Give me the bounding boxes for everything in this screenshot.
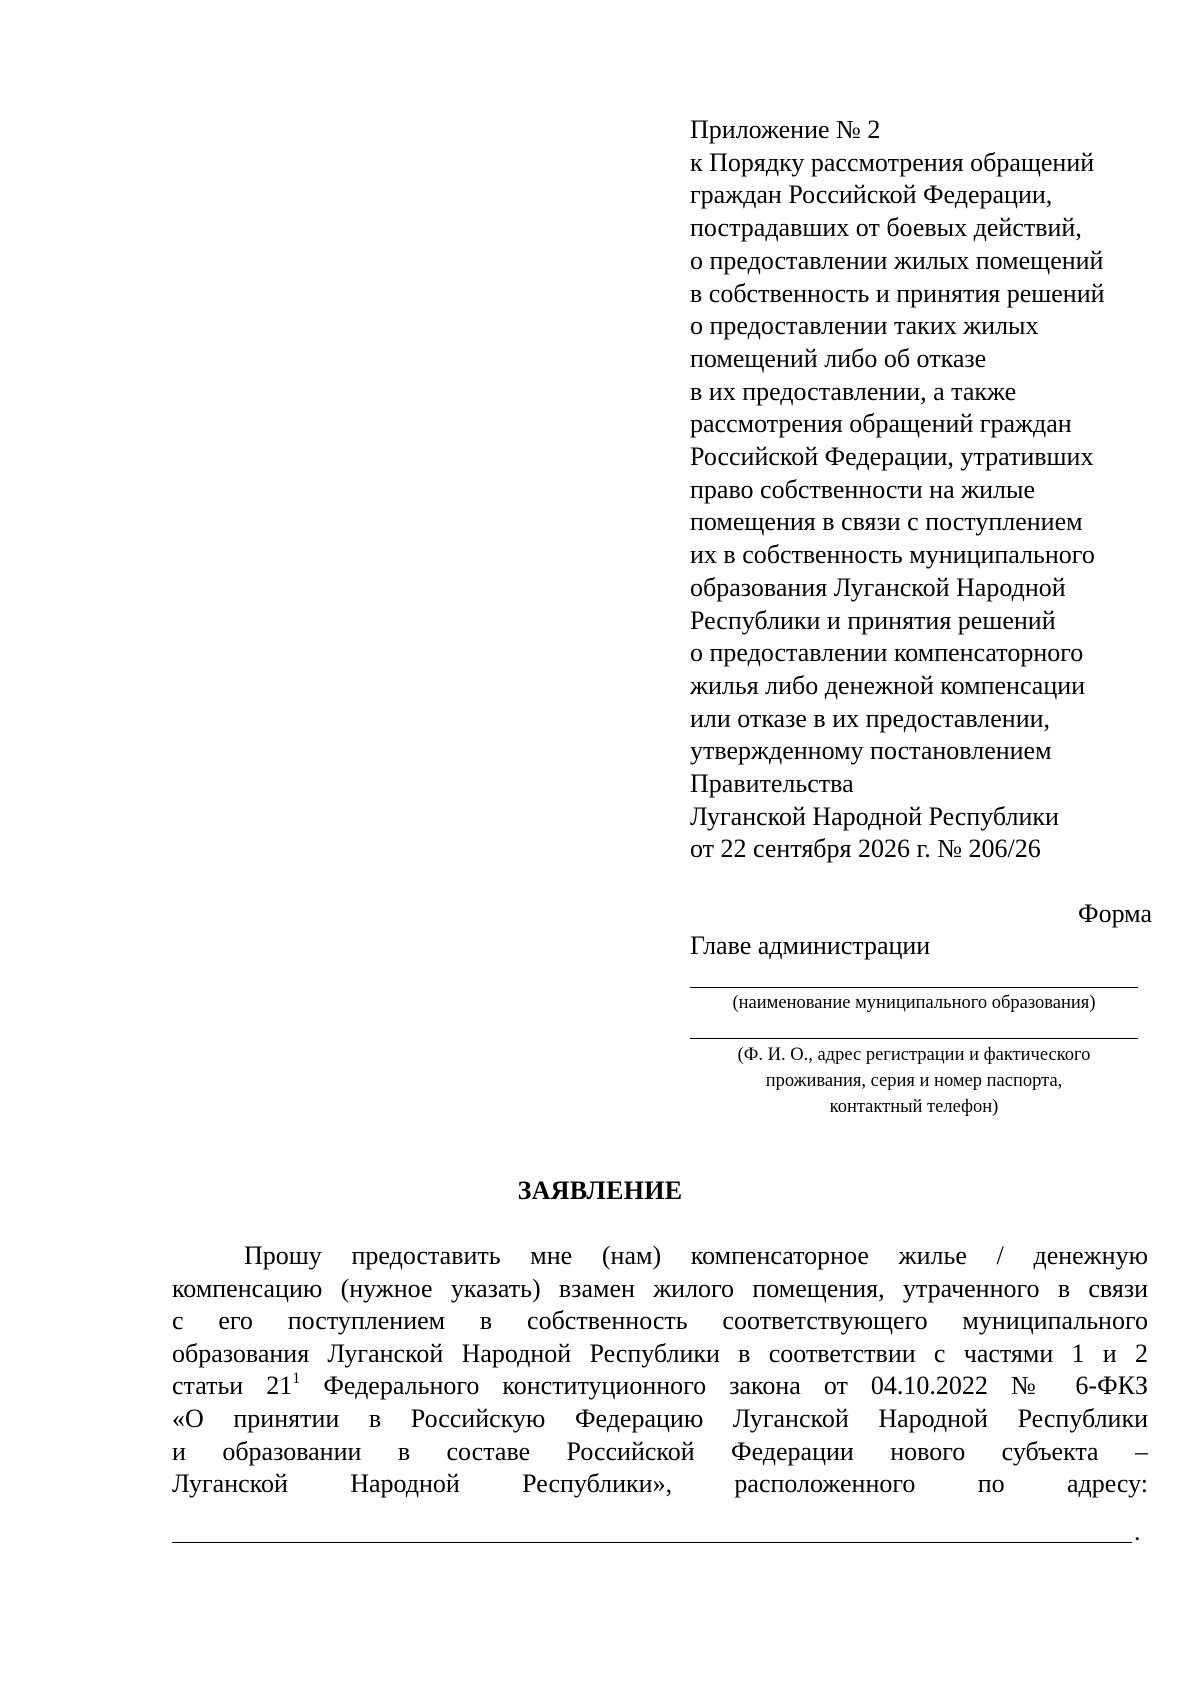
appendix-line: утвержденному постановлением (690, 736, 1052, 766)
application-body (172, 1240, 1148, 1501)
article-prefix: статьи 21 (172, 1371, 293, 1401)
appendix-header (690, 114, 1170, 866)
applicant-field-line[interactable] (690, 1038, 1138, 1039)
appendix-line: Луганской Народной Республики (690, 801, 1059, 831)
appendix-line: о предоставлении жилых помещений (690, 245, 1104, 275)
body-line: компенсацию (нужное указать) взамен жилого помещения, утраченного в связи (172, 1273, 1148, 1303)
appendix-line: граждан Российской Федерации, (690, 180, 1053, 210)
appendix-line: о предоставлении компенсаторного (690, 638, 1084, 668)
appendix-line: жилья либо денежной компенсации (690, 670, 1086, 700)
hint-text: проживания, серия и номер паспорта, (765, 1071, 1063, 1091)
addressee-line: Главе администрации (690, 931, 931, 960)
appendix-line: Правительства (690, 769, 854, 799)
hint-text: контактный телефон) (829, 1097, 999, 1117)
article-suffix: Федерального конституционного закона от 04.10.2022 № 6-ФКЗ (300, 1371, 1148, 1401)
body-line: и образовании в составе Российской Федерации нового субъекта – (172, 1436, 1148, 1466)
address-field-line[interactable] (172, 1542, 1132, 1543)
applicant-field-hint (690, 1042, 1138, 1120)
hint-text: (наименование муниципального образования) (732, 993, 1096, 1013)
body-line: с его поступлением в собственность соответствующего муниципального (172, 1306, 1148, 1336)
form-label: Форма (1078, 899, 1152, 928)
body-line: Луганской Народной Республики», расположенного по адресу: (172, 1469, 1148, 1499)
appendix-line: к Порядку рассмотрения обращений (690, 147, 1095, 177)
article-superscript: 1 (292, 1369, 301, 1387)
appendix-line: от 22 сентября 2026 г. № 206/26 (690, 834, 1041, 864)
appendix-line: Приложение № 2 (690, 115, 881, 144)
appendix-line: их в собственность муниципального (690, 540, 1095, 570)
appendix-line: в собственность и принятия решений (690, 278, 1105, 308)
appendix-line: помещения в связи с поступлением (690, 507, 1083, 537)
appendix-line: Российской Федерации, утративших (690, 442, 1094, 472)
appendix-line: в их предоставлении, а также (690, 376, 1017, 406)
body-line: «О принятии в Российскую Федерацию Луганской Народной Республики (172, 1403, 1148, 1433)
body-line-article (172, 1370, 1148, 1403)
body-line: образования Луганской Народной Республики в соответствии с частями 1 и 2 (172, 1338, 1148, 1368)
appendix-line: помещений либо об отказе (690, 343, 987, 373)
appendix-line: Республики и принятия решений (690, 605, 1056, 635)
document-title: ЗАЯВЛЕНИЕ (517, 1176, 683, 1205)
hint-text: (Ф. И. О., адрес регистрации и фактического (737, 1045, 1091, 1065)
appendix-line: рассмотрения обращений граждан (690, 409, 1072, 439)
appendix-line: или отказе в их предоставлении, (690, 703, 1051, 733)
municipality-field-hint (690, 990, 1138, 1016)
appendix-line: о предоставлении таких жилых (690, 311, 1039, 341)
appendix-line: право собственности на жилые (690, 474, 1035, 504)
appendix-line: образования Луганской Народной (690, 572, 1066, 602)
address-end-mark: . (1134, 1517, 1141, 1546)
appendix-line: пострадавших от боевых действий, (690, 213, 1082, 243)
body-line: Прошу предоставить мне (нам) компенсаторное жилье / денежную (244, 1241, 1148, 1270)
municipality-field-line[interactable] (690, 987, 1138, 988)
